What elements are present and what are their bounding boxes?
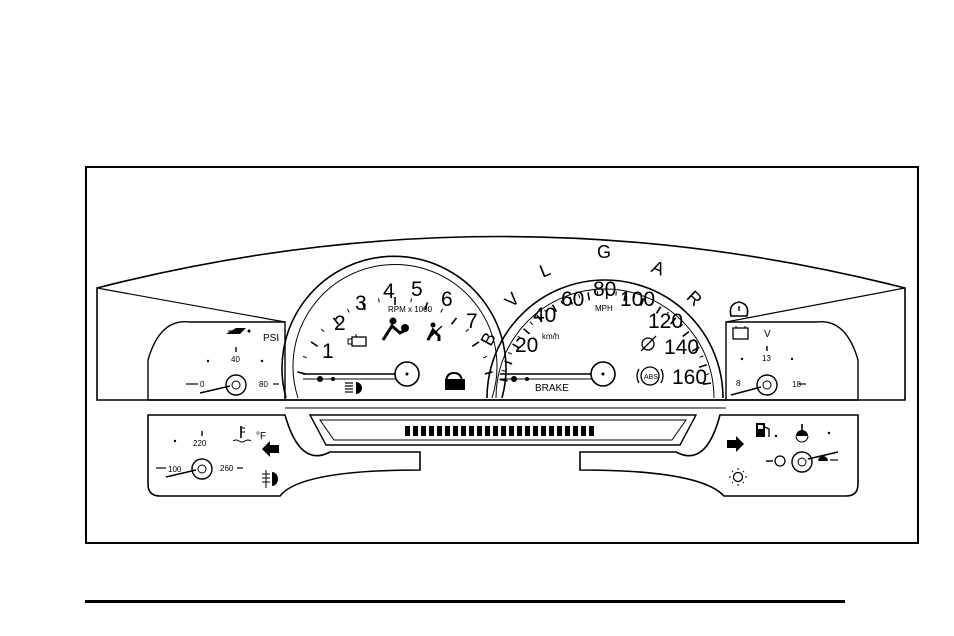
speed-tick bbox=[588, 292, 589, 300]
tach-tick bbox=[452, 318, 457, 324]
display-segment bbox=[461, 426, 466, 436]
tach-4: 4 bbox=[383, 280, 395, 303]
battery-icon bbox=[733, 326, 748, 339]
display-segment bbox=[573, 426, 578, 436]
display-segment bbox=[589, 426, 594, 436]
check-engine-icon bbox=[348, 334, 366, 346]
display-segment bbox=[437, 426, 442, 436]
speed-20: 20 bbox=[515, 334, 539, 357]
display-segment bbox=[557, 426, 562, 436]
display-segment bbox=[413, 426, 418, 436]
tire-pressure-icon bbox=[730, 302, 747, 316]
volt-mid-label: 13 bbox=[762, 354, 771, 363]
oil-can-icon bbox=[226, 328, 251, 334]
coolant-temp-icon bbox=[233, 426, 251, 442]
speed-40: 40 bbox=[533, 304, 557, 327]
turn-right-arrow-icon bbox=[727, 436, 744, 452]
temp-unit: °F bbox=[256, 431, 267, 442]
oil-low-label: 0 bbox=[200, 380, 205, 389]
gear-b: B bbox=[476, 329, 500, 350]
speed-140: 140 bbox=[664, 336, 700, 359]
tach-tick bbox=[321, 329, 324, 332]
display-segment bbox=[525, 426, 530, 436]
oil-high-label: 80 bbox=[259, 380, 268, 389]
abs-icon bbox=[637, 367, 663, 385]
display-segment bbox=[565, 426, 570, 436]
display-segment bbox=[541, 426, 546, 436]
tach-3: 3 bbox=[355, 292, 367, 315]
traction-off-icon bbox=[641, 336, 656, 351]
gear-a: A bbox=[648, 256, 668, 280]
tach-6: 6 bbox=[441, 288, 453, 311]
speed-tick bbox=[508, 352, 512, 354]
speed-60: 60 bbox=[561, 288, 585, 311]
display-segment bbox=[581, 426, 586, 436]
fuel-pump-icon bbox=[756, 423, 769, 437]
volt-unit: V bbox=[764, 329, 771, 340]
speed-160: 160 bbox=[672, 366, 708, 389]
high-beam-icon bbox=[345, 382, 362, 394]
display-segment bbox=[429, 426, 434, 436]
turn-left-arrow-icon bbox=[262, 441, 279, 457]
lower-left-pod bbox=[148, 415, 420, 496]
fuel-full-marker bbox=[796, 424, 808, 442]
temp-mid-label: 220 bbox=[193, 439, 207, 448]
display-segment bbox=[453, 426, 458, 436]
speed-unit-kmh: km/h bbox=[542, 332, 560, 341]
speed-tick bbox=[700, 356, 704, 358]
tach-1: 1 bbox=[322, 340, 334, 363]
tach-tick bbox=[311, 342, 318, 346]
speed-80: 80 bbox=[593, 278, 617, 301]
speed-100: 100 bbox=[620, 288, 656, 311]
speed-unit-mph: MPH bbox=[595, 304, 613, 313]
display-segment bbox=[493, 426, 498, 436]
oil-unit: PSI bbox=[263, 333, 280, 344]
temp-low-label: 100 bbox=[168, 465, 182, 474]
oil-pressure-gauge bbox=[186, 328, 279, 395]
display-segment bbox=[421, 426, 426, 436]
tach-tick bbox=[472, 342, 479, 346]
display-segment bbox=[485, 426, 490, 436]
speed-tick bbox=[500, 379, 508, 380]
brake-label: BRAKE bbox=[535, 383, 569, 394]
oil-mid-label: 40 bbox=[231, 355, 240, 364]
speedometer bbox=[477, 242, 723, 398]
display-segment bbox=[533, 426, 538, 436]
display-segment bbox=[517, 426, 522, 436]
coolant-temp-gauge bbox=[156, 426, 279, 488]
display-segment bbox=[405, 426, 410, 436]
gear-r: R bbox=[682, 286, 706, 311]
tach-tick bbox=[483, 356, 487, 358]
display-segment bbox=[549, 426, 554, 436]
headlamp-icon bbox=[729, 468, 747, 486]
volt-low-label: 8 bbox=[736, 379, 741, 388]
display-segment bbox=[477, 426, 482, 436]
tach-tick bbox=[485, 372, 493, 374]
temp-high-label: 260 bbox=[220, 464, 234, 473]
gear-g: G bbox=[597, 242, 612, 262]
tach-tick bbox=[379, 298, 380, 302]
seatbelt-icon bbox=[427, 323, 442, 342]
display-segment bbox=[501, 426, 506, 436]
lower-right-pod bbox=[580, 415, 858, 496]
tach-tick bbox=[303, 356, 307, 358]
tach-7: 7 bbox=[466, 310, 478, 333]
gear-v: V bbox=[500, 288, 524, 312]
speed-tick bbox=[502, 370, 506, 371]
tach-tick bbox=[347, 309, 349, 313]
abs-text: ABS bbox=[644, 374, 659, 381]
fog-lamp-icon bbox=[262, 470, 278, 488]
speed-120: 120 bbox=[648, 310, 684, 333]
security-lock-icon bbox=[445, 373, 465, 390]
tach-5: 5 bbox=[411, 278, 423, 301]
fuel-gauge bbox=[727, 423, 838, 486]
volt-high-label: 18 bbox=[792, 380, 801, 389]
display-segment bbox=[445, 426, 450, 436]
voltmeter-gauge bbox=[730, 302, 806, 395]
tach-2: 2 bbox=[334, 312, 346, 335]
tachometer bbox=[282, 256, 506, 398]
airbag-icon bbox=[383, 318, 409, 341]
tach-unit-label: RPM x 1000 bbox=[388, 305, 433, 314]
gear-l: L bbox=[536, 259, 554, 282]
message-display-segments bbox=[405, 426, 594, 436]
display-segment bbox=[469, 426, 474, 436]
display-segment bbox=[509, 426, 514, 436]
cluster-outline bbox=[97, 237, 905, 401]
